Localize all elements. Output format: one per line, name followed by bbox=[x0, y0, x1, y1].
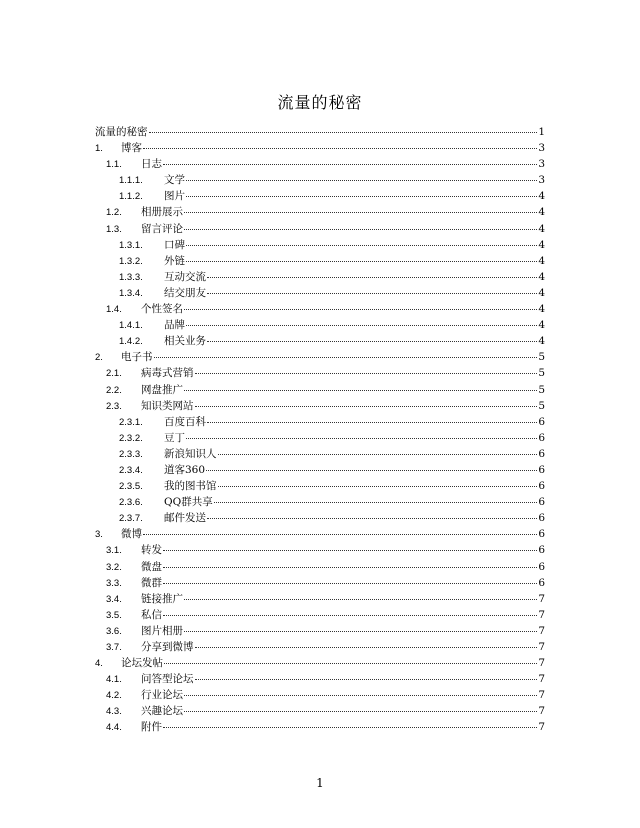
toc-entry-number: 3.3. bbox=[106, 577, 122, 589]
toc-entry[interactable] bbox=[95, 253, 545, 269]
toc-entry[interactable] bbox=[95, 575, 545, 591]
toc-dot-leader bbox=[163, 542, 537, 551]
toc-entry[interactable] bbox=[95, 398, 545, 414]
toc-entry-number: 2.1. bbox=[106, 368, 122, 380]
toc-entry-page: 4 bbox=[538, 206, 545, 219]
toc-entry-label: 链接推广 bbox=[141, 592, 183, 605]
toc-entry-page: 4 bbox=[538, 335, 545, 348]
toc-entry-page: 4 bbox=[538, 222, 545, 235]
toc-entry-page: 3 bbox=[538, 174, 545, 187]
toc-entry-page: 5 bbox=[538, 367, 545, 380]
toc-dot-leader bbox=[163, 607, 537, 616]
toc-entry[interactable] bbox=[95, 365, 545, 381]
toc-entry-page: 7 bbox=[538, 608, 545, 621]
toc-entry-page: 5 bbox=[538, 351, 545, 364]
toc-entry[interactable] bbox=[95, 382, 545, 398]
toc-entry-page: 6 bbox=[538, 431, 545, 444]
toc-dot-leader bbox=[195, 639, 538, 648]
toc-dot-leader bbox=[163, 575, 537, 584]
toc-entry-page: 6 bbox=[538, 528, 545, 541]
toc-entry-number: 2.3.5. bbox=[119, 481, 143, 493]
toc-entry-number: 3.6. bbox=[106, 625, 122, 637]
toc-entry-page: 7 bbox=[538, 705, 545, 718]
toc-entry-label: 相册展示 bbox=[141, 206, 183, 219]
toc-entry-page: 4 bbox=[538, 190, 545, 203]
toc-dot-leader bbox=[207, 333, 537, 342]
toc-entry-page: 7 bbox=[538, 689, 545, 702]
toc-entry-page: 7 bbox=[538, 673, 545, 686]
toc-entry-number: 1.3.2. bbox=[119, 255, 143, 267]
toc-entry-label: 论坛发帖 bbox=[121, 657, 163, 670]
toc-entry[interactable] bbox=[95, 317, 545, 333]
toc-dot-leader bbox=[186, 237, 537, 246]
toc-entry-number: 2.3.2. bbox=[119, 432, 143, 444]
toc-entry-label: 附件 bbox=[141, 721, 162, 734]
toc-dot-leader bbox=[186, 188, 537, 197]
toc-entry-number: 4.1. bbox=[106, 674, 122, 686]
toc-entry[interactable] bbox=[95, 124, 545, 140]
toc-dot-leader bbox=[207, 510, 537, 519]
toc-entry-label: 个性签名 bbox=[141, 303, 183, 316]
toc-entry-number: 4.2. bbox=[106, 690, 122, 702]
toc-entry-number: 2.3.1. bbox=[119, 416, 143, 428]
toc-entry-label: 博客 bbox=[121, 142, 142, 155]
toc-dot-leader bbox=[195, 398, 538, 407]
toc-entry-page: 4 bbox=[538, 286, 545, 299]
toc-entry-page: 1 bbox=[538, 126, 545, 138]
toc-entry-page: 6 bbox=[538, 463, 545, 476]
toc-entry-page: 4 bbox=[538, 319, 545, 332]
toc-entry-label: 分享到微博 bbox=[141, 641, 194, 653]
toc-entry-page: 4 bbox=[538, 254, 545, 267]
toc-entry[interactable] bbox=[95, 671, 545, 687]
toc-entry-label: 道客360 bbox=[164, 463, 206, 476]
toc-dot-leader bbox=[184, 703, 537, 712]
toc-entry-label: 兴趣论坛 bbox=[141, 705, 183, 718]
toc-dot-leader bbox=[163, 559, 537, 568]
toc-dot-leader bbox=[186, 317, 537, 326]
toc-entry[interactable] bbox=[95, 285, 545, 301]
toc-entry-number: 3.5. bbox=[106, 609, 122, 621]
toc-entry[interactable] bbox=[95, 140, 545, 156]
toc-entry-label: 豆丁 bbox=[164, 431, 185, 444]
toc-entry[interactable] bbox=[95, 655, 545, 671]
toc-entry[interactable] bbox=[95, 542, 545, 558]
toc-entry-number: 3.1. bbox=[106, 545, 122, 557]
toc-dot-leader bbox=[195, 671, 538, 680]
toc-dot-leader bbox=[184, 687, 537, 696]
toc-entry-label: 微群 bbox=[141, 576, 162, 589]
toc-entry[interactable] bbox=[95, 172, 545, 188]
toc-dot-leader bbox=[163, 719, 537, 728]
toc-entry-label: 相关业务 bbox=[164, 335, 206, 348]
toc-entry-page: 4 bbox=[538, 238, 545, 251]
toc-entry-number: 1.4. bbox=[106, 304, 122, 316]
toc-entry-number: 2. bbox=[95, 352, 103, 364]
toc-dot-leader bbox=[184, 301, 537, 310]
toc-dot-leader bbox=[149, 124, 538, 133]
toc-entry-page: 6 bbox=[538, 576, 545, 589]
toc-dot-leader bbox=[184, 204, 537, 213]
toc-entry-label: 知识类网站 bbox=[141, 399, 194, 412]
toc-entry-label: 新浪知识人 bbox=[164, 447, 217, 460]
toc-entry-page: 7 bbox=[538, 657, 545, 670]
toc-entry-number: 2.3. bbox=[106, 400, 122, 412]
toc-entry[interactable] bbox=[95, 719, 545, 735]
toc-entry-label: QQ群共享 bbox=[164, 496, 213, 509]
toc-entry[interactable] bbox=[95, 237, 545, 253]
toc-entry-label: 行业论坛 bbox=[141, 689, 183, 702]
toc-entry-page: 3 bbox=[538, 142, 545, 155]
toc-entry-page: 7 bbox=[538, 641, 545, 653]
toc-entry-label: 百度百科 bbox=[164, 415, 206, 428]
toc-entry-page: 7 bbox=[538, 592, 545, 605]
toc-entry-label: 我的图书馆 bbox=[164, 480, 217, 493]
toc-entry-number: 4.3. bbox=[106, 706, 122, 718]
toc-dot-leader bbox=[186, 172, 537, 181]
toc-dot-leader bbox=[207, 269, 537, 278]
toc-entry-page: 4 bbox=[538, 270, 545, 283]
toc-entry-number: 1.1.1. bbox=[119, 175, 143, 187]
toc-dot-leader bbox=[154, 349, 538, 358]
toc-entry-label: 留言评论 bbox=[141, 222, 183, 235]
toc-entry-number: 2.3.6. bbox=[119, 497, 143, 509]
toc-dot-leader bbox=[184, 382, 537, 391]
toc-entry-page: 6 bbox=[538, 544, 545, 557]
toc-entry-number: 4. bbox=[95, 658, 103, 670]
toc-entry-number: 1.1. bbox=[106, 159, 122, 171]
toc-entry-number: 1.2. bbox=[106, 207, 122, 219]
toc-entry-number: 1.3.3. bbox=[119, 271, 143, 283]
toc-dot-leader bbox=[218, 478, 538, 487]
toc-entry-number: 1.4.2. bbox=[119, 336, 143, 348]
toc-entry[interactable] bbox=[95, 462, 545, 478]
toc-dot-leader bbox=[186, 430, 537, 439]
toc-entry-number: 3.7. bbox=[106, 642, 122, 653]
toc-entry-number: 2.3.4. bbox=[119, 464, 143, 476]
toc-entry[interactable] bbox=[95, 687, 545, 703]
toc-entry[interactable] bbox=[95, 559, 545, 575]
toc-dot-leader bbox=[218, 446, 538, 455]
toc-entry-page: 7 bbox=[538, 721, 545, 734]
toc-entry-number: 1.1.2. bbox=[119, 191, 143, 203]
toc-entry[interactable] bbox=[95, 414, 545, 430]
toc-entry-label: 转发 bbox=[141, 544, 162, 557]
toc-entry-page: 6 bbox=[538, 512, 545, 525]
toc-entry-label: 日志 bbox=[141, 158, 162, 171]
toc-entry-number: 1.3.1. bbox=[119, 239, 143, 251]
toc-dot-leader bbox=[164, 655, 537, 664]
toc-entry-label: 病毒式营销 bbox=[141, 367, 194, 380]
toc-entry[interactable] bbox=[95, 430, 545, 446]
toc-dot-leader bbox=[207, 285, 537, 294]
toc-entry-label: 流量的秘密 bbox=[95, 126, 148, 138]
toc-entry[interactable] bbox=[95, 639, 545, 655]
toc-entry[interactable] bbox=[95, 204, 545, 220]
toc-entry[interactable] bbox=[95, 526, 545, 542]
toc-entry-label: 图片 bbox=[164, 190, 185, 203]
toc-entry-label: 微博 bbox=[121, 528, 142, 541]
toc-entry-number: 3.4. bbox=[106, 593, 122, 605]
toc-entry-label: 问答型论坛 bbox=[141, 673, 194, 686]
toc-dot-leader bbox=[143, 526, 537, 535]
toc-entry[interactable] bbox=[95, 446, 545, 462]
toc-entry-label: 私信 bbox=[141, 608, 162, 621]
toc-entry-number: 1.4.1. bbox=[119, 320, 143, 332]
toc-entry-label: 微盘 bbox=[141, 560, 162, 573]
toc-dot-leader bbox=[207, 414, 537, 423]
toc-entry[interactable] bbox=[95, 607, 545, 623]
toc-entry-number: 4.4. bbox=[106, 722, 122, 734]
toc-entry[interactable] bbox=[95, 156, 545, 172]
page-title: 流量的秘密 bbox=[277, 93, 363, 112]
toc-entry-label: 结交朋友 bbox=[164, 286, 206, 299]
toc-entry-page: 6 bbox=[538, 415, 545, 428]
toc-entry[interactable] bbox=[95, 188, 545, 204]
toc-entry[interactable] bbox=[95, 333, 545, 349]
toc-entry[interactable] bbox=[95, 349, 545, 365]
toc-entry-page: 6 bbox=[538, 496, 545, 509]
toc-entry[interactable] bbox=[95, 269, 545, 285]
toc-entry[interactable] bbox=[95, 221, 545, 237]
toc-entry-number: 2.2. bbox=[106, 384, 122, 396]
toc-entry-page: 4 bbox=[538, 303, 545, 316]
toc-entry[interactable] bbox=[95, 623, 545, 639]
toc-entry[interactable] bbox=[95, 703, 545, 719]
toc-dot-leader bbox=[184, 591, 537, 600]
toc-entry-page: 5 bbox=[538, 383, 545, 396]
toc-dot-leader bbox=[195, 365, 538, 374]
toc-entry-number: 1.3. bbox=[106, 223, 122, 235]
toc-entry-page: 6 bbox=[538, 480, 545, 493]
toc-dot-leader bbox=[186, 253, 537, 262]
toc-entry-number: 1. bbox=[95, 143, 103, 155]
toc-entry-number: 2.3.7. bbox=[119, 513, 143, 525]
toc-dot-leader bbox=[214, 494, 538, 503]
toc-entry[interactable] bbox=[95, 510, 545, 526]
toc-entry[interactable] bbox=[95, 301, 545, 317]
toc-entry-number: 1.3.4. bbox=[119, 287, 143, 299]
toc-entry-page: 5 bbox=[538, 399, 545, 412]
page-number: 1 bbox=[316, 776, 324, 790]
toc-entry-label: 网盘推广 bbox=[141, 383, 183, 396]
toc-entry-page: 6 bbox=[538, 560, 545, 573]
toc-entry-page: 6 bbox=[538, 447, 545, 460]
toc-entry-label: 图片相册 bbox=[141, 624, 183, 637]
toc-entry-number: 3.2. bbox=[106, 561, 122, 573]
toc-entry-label: 品牌 bbox=[164, 319, 185, 332]
table-of-contents bbox=[95, 124, 545, 736]
toc-dot-leader bbox=[163, 156, 537, 165]
toc-entry[interactable] bbox=[95, 591, 545, 607]
toc-dot-leader bbox=[206, 462, 537, 471]
toc-entry-label: 电子书 bbox=[121, 351, 153, 364]
toc-entry-page: 3 bbox=[538, 158, 545, 171]
toc-entry-label: 口碑 bbox=[164, 238, 185, 251]
toc-entry-label: 文学 bbox=[164, 174, 185, 187]
toc-entry[interactable] bbox=[95, 494, 545, 510]
toc-entry[interactable] bbox=[95, 478, 545, 494]
toc-entry-number: 2.3.3. bbox=[119, 448, 143, 460]
toc-entry-label: 外链 bbox=[164, 254, 185, 267]
toc-entry-label: 互动交流 bbox=[164, 270, 206, 283]
toc-entry-number: 3. bbox=[95, 529, 103, 541]
toc-entry-label: 邮件发送 bbox=[164, 512, 206, 525]
toc-dot-leader bbox=[184, 623, 537, 632]
toc-entry-page: 7 bbox=[538, 624, 545, 637]
toc-dot-leader bbox=[143, 140, 537, 149]
toc-dot-leader bbox=[184, 221, 537, 230]
